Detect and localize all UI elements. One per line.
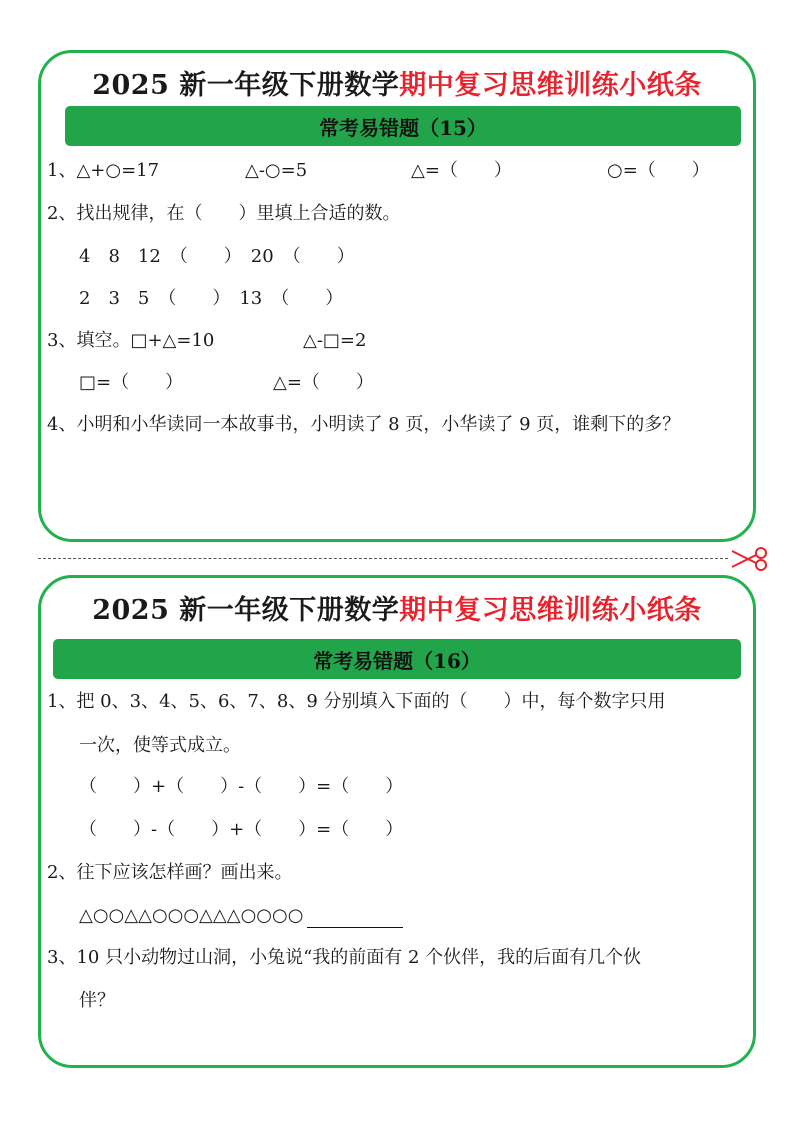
question-3-line-2: 伴？ [79,990,115,1011]
exercise-card-15 [38,50,756,542]
cut-line [38,558,728,559]
question-1-label: 1、△+○=17 [47,160,160,181]
section-banner: 常考易错题（15） [65,106,741,146]
scissors-icon [730,545,770,573]
question-1-equation-2: △-○=5 [245,160,308,181]
question-2-label: 2、往下应该怎样画？画出来。 [47,862,293,883]
exercise-card-16 [38,575,756,1068]
card-title [41,588,753,627]
question-2-label: 2、找出规律，在（ ）里填上合适的数。 [47,203,401,224]
card-title [41,63,753,102]
question-2-pattern [79,904,403,928]
title-black-part: 2025 新一年级下册数学 [92,70,400,101]
question-3-label: 3、填空。□+△=10 [47,330,215,351]
question-3-answer-triangle: △=（ ） [273,372,374,393]
question-1-answer-triangle: △=（ ） [411,160,512,181]
section-banner: 常考易错题（16） [53,639,741,679]
question-3-line-1: 3、10 只小动物过山洞，小兔说“我的前面有 2 个伙伴，我的后面有几个伙 [47,947,642,968]
question-3-answer-square: □=（ ） [79,372,184,393]
question-1-answer-circle: ○=（ ） [607,160,710,181]
title-black-part: 2025 新一年级下册数学 [92,595,400,626]
question-3-equation-2: △-□=2 [303,330,367,351]
question-4-label: 4、小明和小华读同一本故事书，小明读了 8 页，小华读了 9 页，谁剩下的多？ [47,414,681,435]
title-red-part: 期中复习思维训练小纸条 [399,595,702,626]
title-red-part: 期中复习思维训练小纸条 [399,70,702,101]
question-1-line-2: 一次，使等式成立。 [79,735,241,756]
question-2-sequence-1: 4 8 12 （ ） 20 （ ） [79,246,355,267]
question-1-line-1: 1、把 0、3、4、5、6、7、8、9 分别填入下面的（ ）中，每个数字只用 [47,691,666,712]
shape-sequence: △○○△△○○○△△△○○○○ [79,905,304,926]
question-1-equation-1: （ ）+（ ）-（ ）=（ ） [79,776,404,797]
answer-blank-line[interactable] [307,907,403,928]
question-2-sequence-2: 2 3 5 （ ） 13 （ ） [79,288,344,309]
question-1-equation-2: （ ）-（ ）+（ ）=（ ） [79,819,404,840]
